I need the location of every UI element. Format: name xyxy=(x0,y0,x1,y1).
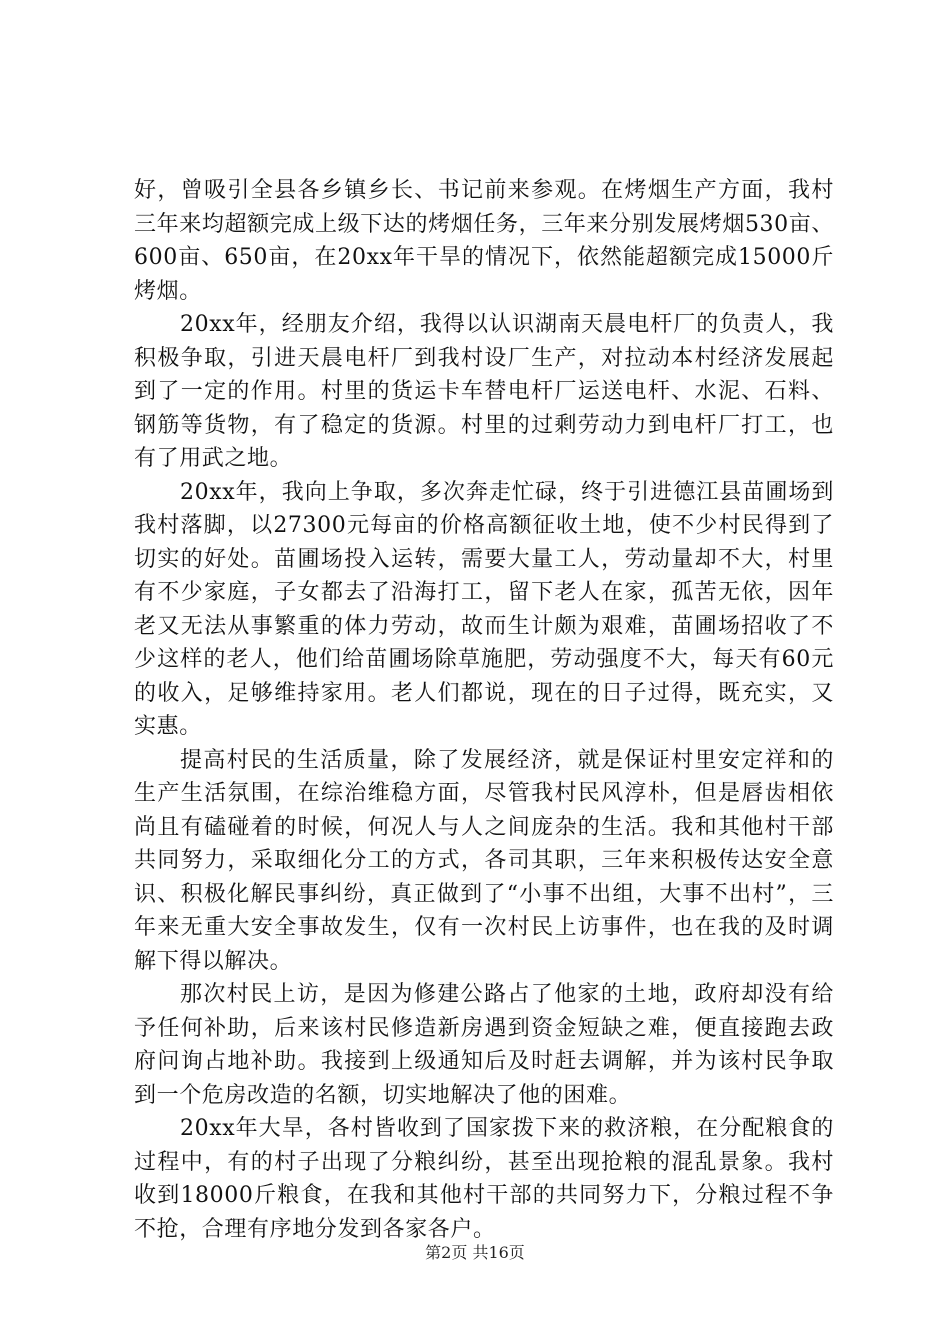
paragraph-nursery: 20xx年，我向上争取，多次奔走忙碌，终于引进德江县苗圃场到我村落脚，以27300元每亩的价格高额征收土地，使不少村民得到了切实的好处。苗圃场投入运转，需要大量工人，劳动量却不大，村里有不少家庭，子女都去了沿海打工，留下老人在家，孤苦无依，因年老又无法从事繁重的体力劳动，故而生计颇为艰难，苗圃场招收了不少这样的老人，他们给苗圃场除草施肥，劳动强度不大，每天有60元的收入，足够维持家用。老人们都说，现在的日子过得，既充实，又实惠。 xyxy=(134,479,834,739)
paragraph-power-pole-factory: 20xx年，经朋友介绍，我得以认识湖南天晨电杆厂的负责人，我积极争取，引进天晨电杆厂到我村设厂生产，对拉动本村经济发展起到了一定的作用。村里的货运卡车替电杆厂运送电杆、水泥、石料、钢筋等货物，有了稳定的货源。村里的过剩劳动力到电杆厂打工，也有了用武之地。 xyxy=(134,312,834,471)
paragraph-drought-relief: 20xx年大旱，各村皆收到了国家拨下来的救济粮，在分配粮食的过程中，有的村子出现了分粮纠纷，甚至出现抢粮的混乱景象。我村收到18000斤粮食，在我和其他村干部的共同努力下，分粮过程不争不抢，合理有序地分发到各家各户。 xyxy=(134,1116,834,1242)
paragraph-petition: 那次村民上访，是因为修建公路占了他家的土地，政府却没有给予任何补助，后来该村民修造新房遇到资金短缺之难，便直接跑去政府问询占地补助。我接到上级通知后及时赶去调解，并为该村民争取到一个危房改造的名额，切实地解决了他的困难。 xyxy=(134,982,834,1108)
page-number-footer: 第2页 共16页 xyxy=(425,1243,525,1262)
document-body xyxy=(134,174,834,1246)
paragraph-continued: 好，曾吸引全县各乡镇乡长、书记前来参观。在烤烟生产方面，我村三年来均超额完成上级下达的烤烟任务，三年来分别发展烤烟530亩、600亩、650亩，在20xx年干旱的情况下，依然能超额完成15000斤烤烟。 xyxy=(134,178,834,304)
paragraph-stability: 提高村民的生活质量，除了发展经济，就是保证村里安定祥和的生产生活氛围，在综治维稳方面，尽管我村民风淳朴，但是唇齿相依尚且有磕碰着的时候，何况人与人之间庞杂的生活。我和其他村干部共同努力，采取细化分工的方式，各司其职，三年来积极传达安全意识、积极化解民事纠纷，真正做到了“小事不出组，大事不出村”，三年来无重大安全事故发生，仅有一次村民上访事件，也在我的及时调解下得以解决。 xyxy=(134,747,834,974)
